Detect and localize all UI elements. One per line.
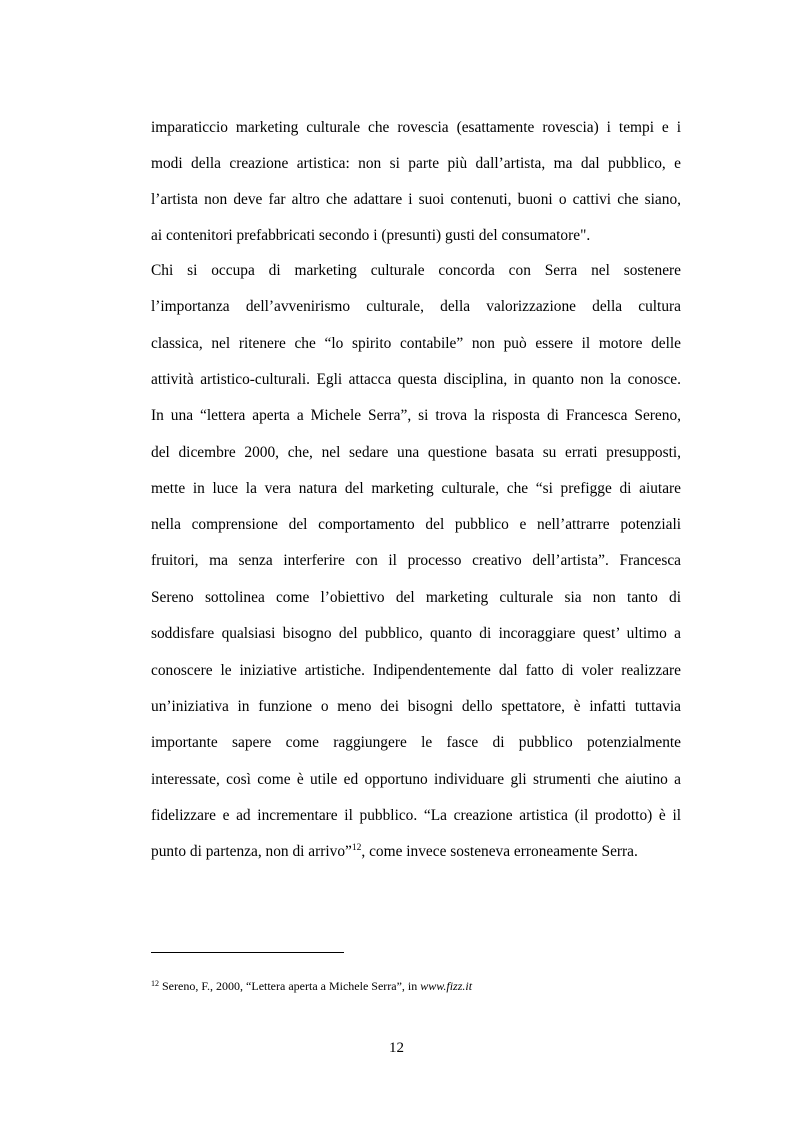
body-line: conoscere le iniziative artistiche. Indipendentemente dal fatto di voler realizzare (151, 662, 681, 679)
footnote-text: Sereno, F., 2000, “Lettera aperta a Michele Serra”, in (159, 979, 421, 993)
body-line: fidelizzare e ad incrementare il pubblico. “La creazione artistica (il prodotto) è il (151, 807, 681, 824)
body-line: importante sapere come raggiungere le fasce di pubblico potenzialmente (151, 734, 681, 751)
body-line: modi della creazione artistica: non si parte più dall’artista, ma dal pubblico, e (151, 155, 681, 172)
body-line: mette in luce la vera natura del marketing culturale, che “si prefigge di aiutare (151, 480, 681, 497)
body-text: punto di partenza, non di arrivo” (151, 843, 352, 860)
footnote-number: 12 (151, 979, 159, 988)
body-line: interessate, così come è utile ed opportuno individuare gli strumenti che aiutino a (151, 771, 681, 788)
body-line: soddisfare qualsiasi bisogno del pubblico, quanto di incoraggiare quest’ ultimo a (151, 625, 681, 642)
page-number: 12 (389, 1040, 404, 1056)
body-line: imparaticcio marketing culturale che rovescia (esattamente rovescia) i tempi e i (151, 119, 681, 136)
footnote-link[interactable]: www.fizz.it (420, 979, 473, 993)
body-line: ai contenitori prefabbricati secondo i (presunti) gusti del consumatore". (151, 227, 591, 244)
body-line: nella comprensione del comportamento del pubblico e nell’attrarre potenziali (151, 516, 681, 533)
body-line: Sereno sottolinea come l’obiettivo del marketing culturale sia non tanto di (151, 589, 681, 606)
body-text: , come invece sosteneva erroneamente Serra. (361, 843, 638, 860)
body-line: del dicembre 2000, che, nel sedare una questione basata su errati presupposti, (151, 444, 681, 461)
body-line: Chi si occupa di marketing culturale concorda con Serra nel sostenere (151, 262, 681, 279)
body-line: l’importanza dell’avvenirismo culturale, della valorizzazione della cultura (151, 298, 681, 315)
body-line: classica, nel ritenere che “lo spirito contabile” non può essere il motore delle (151, 335, 681, 352)
footnote-separator (151, 952, 344, 953)
footnote-reference[interactable]: 12 (351, 843, 362, 853)
body-line-last (151, 842, 681, 862)
footnote (151, 979, 472, 993)
body-line: In una “lettera aperta a Michele Serra”, si trova la risposta di Francesca Sereno, (151, 407, 681, 424)
body-line: attività artistico-culturali. Egli attacca questa disciplina, in quanto non la conosce. (151, 371, 681, 388)
body-line: un’iniziativa in funzione o meno dei bisogni dello spettatore, è infatti tuttavia (151, 698, 681, 715)
body-line: l’artista non deve far altro che adattare i suoi contenuti, buoni o cattivi che siano, (151, 191, 681, 208)
body-line: fruitori, ma senza interferire con il processo creativo dell’artista”. Francesca (151, 552, 681, 569)
